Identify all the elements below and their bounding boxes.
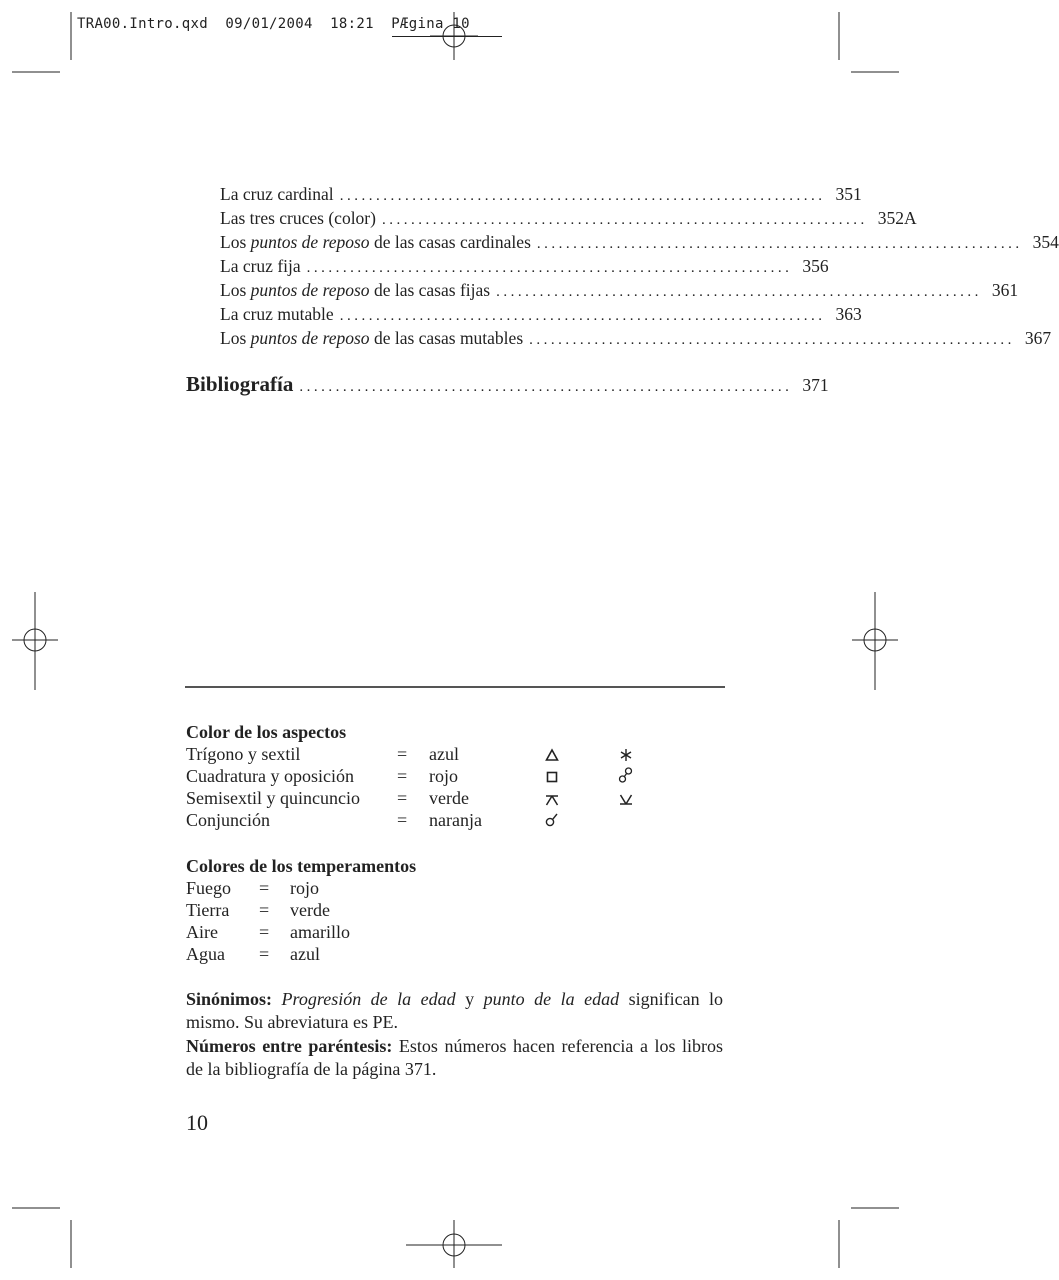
aspect-color: azul (429, 744, 459, 764)
toc-entry (220, 256, 829, 280)
toc-entry-label: Las tres cruces (color) (220, 208, 376, 228)
toc-entry (220, 232, 1059, 256)
aspect-color: naranja (429, 810, 482, 830)
toc-entry-label: La cruz mutable (220, 304, 334, 324)
toc-entry-label: Los puntos de reposo de las casas mutables (220, 328, 524, 348)
toc-entry (220, 280, 1019, 304)
toc-entry-label: Los puntos de reposo de las casas cardinales (220, 232, 531, 252)
toc-entry-page: 361 (991, 280, 1019, 300)
slug-page-ref: PÆgina 10 (391, 16, 470, 32)
sextile-icon (619, 748, 633, 762)
toc-entry-label: Los puntos de reposo de las casas fijas (220, 280, 491, 300)
toc-entry-page: 354 (1032, 232, 1059, 252)
slug-file: TRA00.Intro.qxd (77, 16, 208, 32)
bibliography-label: Bibliografía (186, 372, 294, 396)
temperament-color: amarillo (290, 922, 350, 942)
toc-leader-dots: ................................................................... (529, 332, 1015, 348)
toc-entry-page: 363 (835, 304, 862, 324)
aspect-equals: = (397, 744, 408, 764)
section-divider (185, 686, 725, 688)
trine-icon (545, 748, 559, 762)
bibliography-page: 371 (802, 375, 829, 395)
synonyms-label: Sinónimos: (186, 989, 273, 1009)
temperament-element: Tierra (186, 900, 230, 920)
aspect-equals: = (397, 810, 408, 830)
synonyms-connector: y (465, 989, 475, 1009)
numbers-note-text: Estos números hacen referencia a los libros de la bibliografía de la página 371. (186, 1036, 724, 1079)
toc-leader-dots: ................................................................... (306, 260, 793, 276)
aspect-name: Cuadratura y oposición (186, 766, 354, 786)
toc-entry-label: La cruz fija (220, 256, 301, 276)
temperament-equals: = (259, 922, 270, 942)
synonyms-term-2: punto de la edad (483, 989, 620, 1009)
slug-date: 09/01/2004 (225, 16, 313, 32)
toc-entry (220, 208, 917, 232)
aspect-color: verde (429, 788, 469, 808)
registration-mark-top (430, 12, 478, 60)
temperament-color: verde (290, 900, 330, 920)
toc-bibliography-entry (186, 372, 829, 396)
toc-leader-dots: ................................................................... (339, 188, 826, 204)
toc-entry-page: 351 (835, 184, 862, 204)
temperament-equals: = (259, 878, 270, 898)
aspect-equals: = (397, 788, 408, 808)
toc-leader-dots: ................................................................... (381, 212, 868, 228)
synonyms-paragraph (186, 988, 723, 1034)
aspects-title: Color de los aspectos (186, 722, 347, 742)
registration-mark-right (852, 592, 898, 690)
quincunx-icon (545, 793, 559, 807)
aspect-name: Semisextil y quincuncio (186, 788, 360, 808)
aspect-color: rojo (429, 766, 458, 786)
registration-mark-left (12, 592, 58, 690)
temperament-color: azul (290, 944, 320, 964)
slug-time: 18:21 (330, 16, 374, 32)
opposition-icon (618, 767, 633, 783)
semisextile-icon (619, 793, 633, 807)
aspect-equals: = (397, 766, 408, 786)
synonyms-term-1: Progresión de la edad (281, 989, 456, 1009)
temperament-element: Aire (186, 922, 218, 942)
temperament-element: Fuego (186, 878, 231, 898)
conjunction-icon (545, 812, 559, 828)
toc-entry-label: La cruz cardinal (220, 184, 334, 204)
temperament-equals: = (259, 900, 270, 920)
temperament-equals: = (259, 944, 270, 964)
numbers-note-paragraph (186, 1035, 723, 1081)
temperament-element: Agua (186, 944, 225, 964)
registration-mark-bottom (406, 1220, 502, 1268)
toc-entry (220, 184, 862, 208)
temperament-color: rojo (290, 878, 319, 898)
toc-leader-dots: ................................................................... (339, 308, 826, 324)
temperaments-title: Colores de los temperamentos (186, 856, 417, 876)
aspect-name: Trígono y sextil (186, 744, 301, 764)
toc-leader-dots: ................................................................... (496, 284, 982, 300)
toc-entry-page: 352A (877, 208, 917, 228)
toc-entry-page: 356 (802, 256, 829, 276)
numbers-note-label: Números entre paréntesis: (186, 1036, 393, 1056)
page-number: 10 (186, 1110, 208, 1135)
synonyms-rest: significan lo mismo. Su abreviatura es PE. (186, 989, 724, 1032)
toc-entry (220, 328, 1052, 352)
aspect-name: Conjunción (186, 810, 270, 830)
toc-leader-dots: .................................................................... (299, 379, 793, 395)
toc-leader-dots: ................................................................... (536, 236, 1023, 252)
square-icon (545, 770, 559, 784)
toc-entry-page: 367 (1024, 328, 1052, 348)
toc-entry (220, 304, 862, 328)
